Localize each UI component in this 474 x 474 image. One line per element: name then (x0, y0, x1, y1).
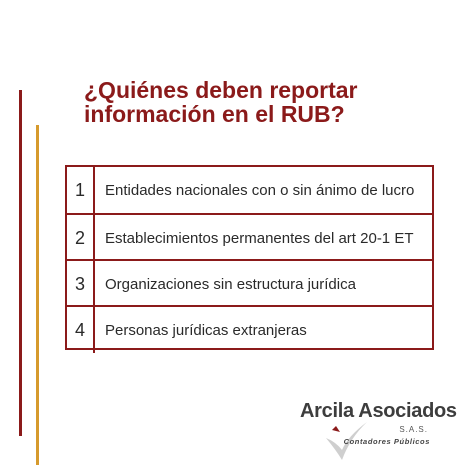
title-line-2: información en el RUB? (84, 101, 345, 127)
row-text: Personas jurídicas extranjeras (105, 321, 307, 339)
row-number: 3 (67, 261, 95, 307)
row-number: 1 (67, 167, 95, 213)
row-text: Organizaciones sin estructura jurídica (105, 275, 356, 293)
logo-name: Arcila Asociados (300, 400, 457, 422)
table-row (67, 259, 432, 307)
requirements-table (65, 165, 434, 350)
table-row (67, 167, 432, 213)
logo-suffix: S.A.S. (399, 425, 428, 434)
page-title (84, 78, 414, 126)
table-row (67, 213, 432, 261)
row-number: 4 (67, 307, 95, 353)
logo-tagline: Contadores Públicos (343, 437, 430, 446)
decorative-gold-line (36, 125, 39, 465)
title-line-1: ¿Quiénes deben reportar (84, 77, 358, 103)
row-number: 2 (67, 215, 95, 261)
row-text: Establecimientos permanentes del art 20-1 ET (105, 229, 414, 247)
table-row (67, 305, 432, 353)
row-text: Entidades nacionales con o sin ánimo de lucro (105, 181, 415, 199)
company-logo (300, 396, 460, 466)
decorative-red-line (19, 90, 22, 436)
